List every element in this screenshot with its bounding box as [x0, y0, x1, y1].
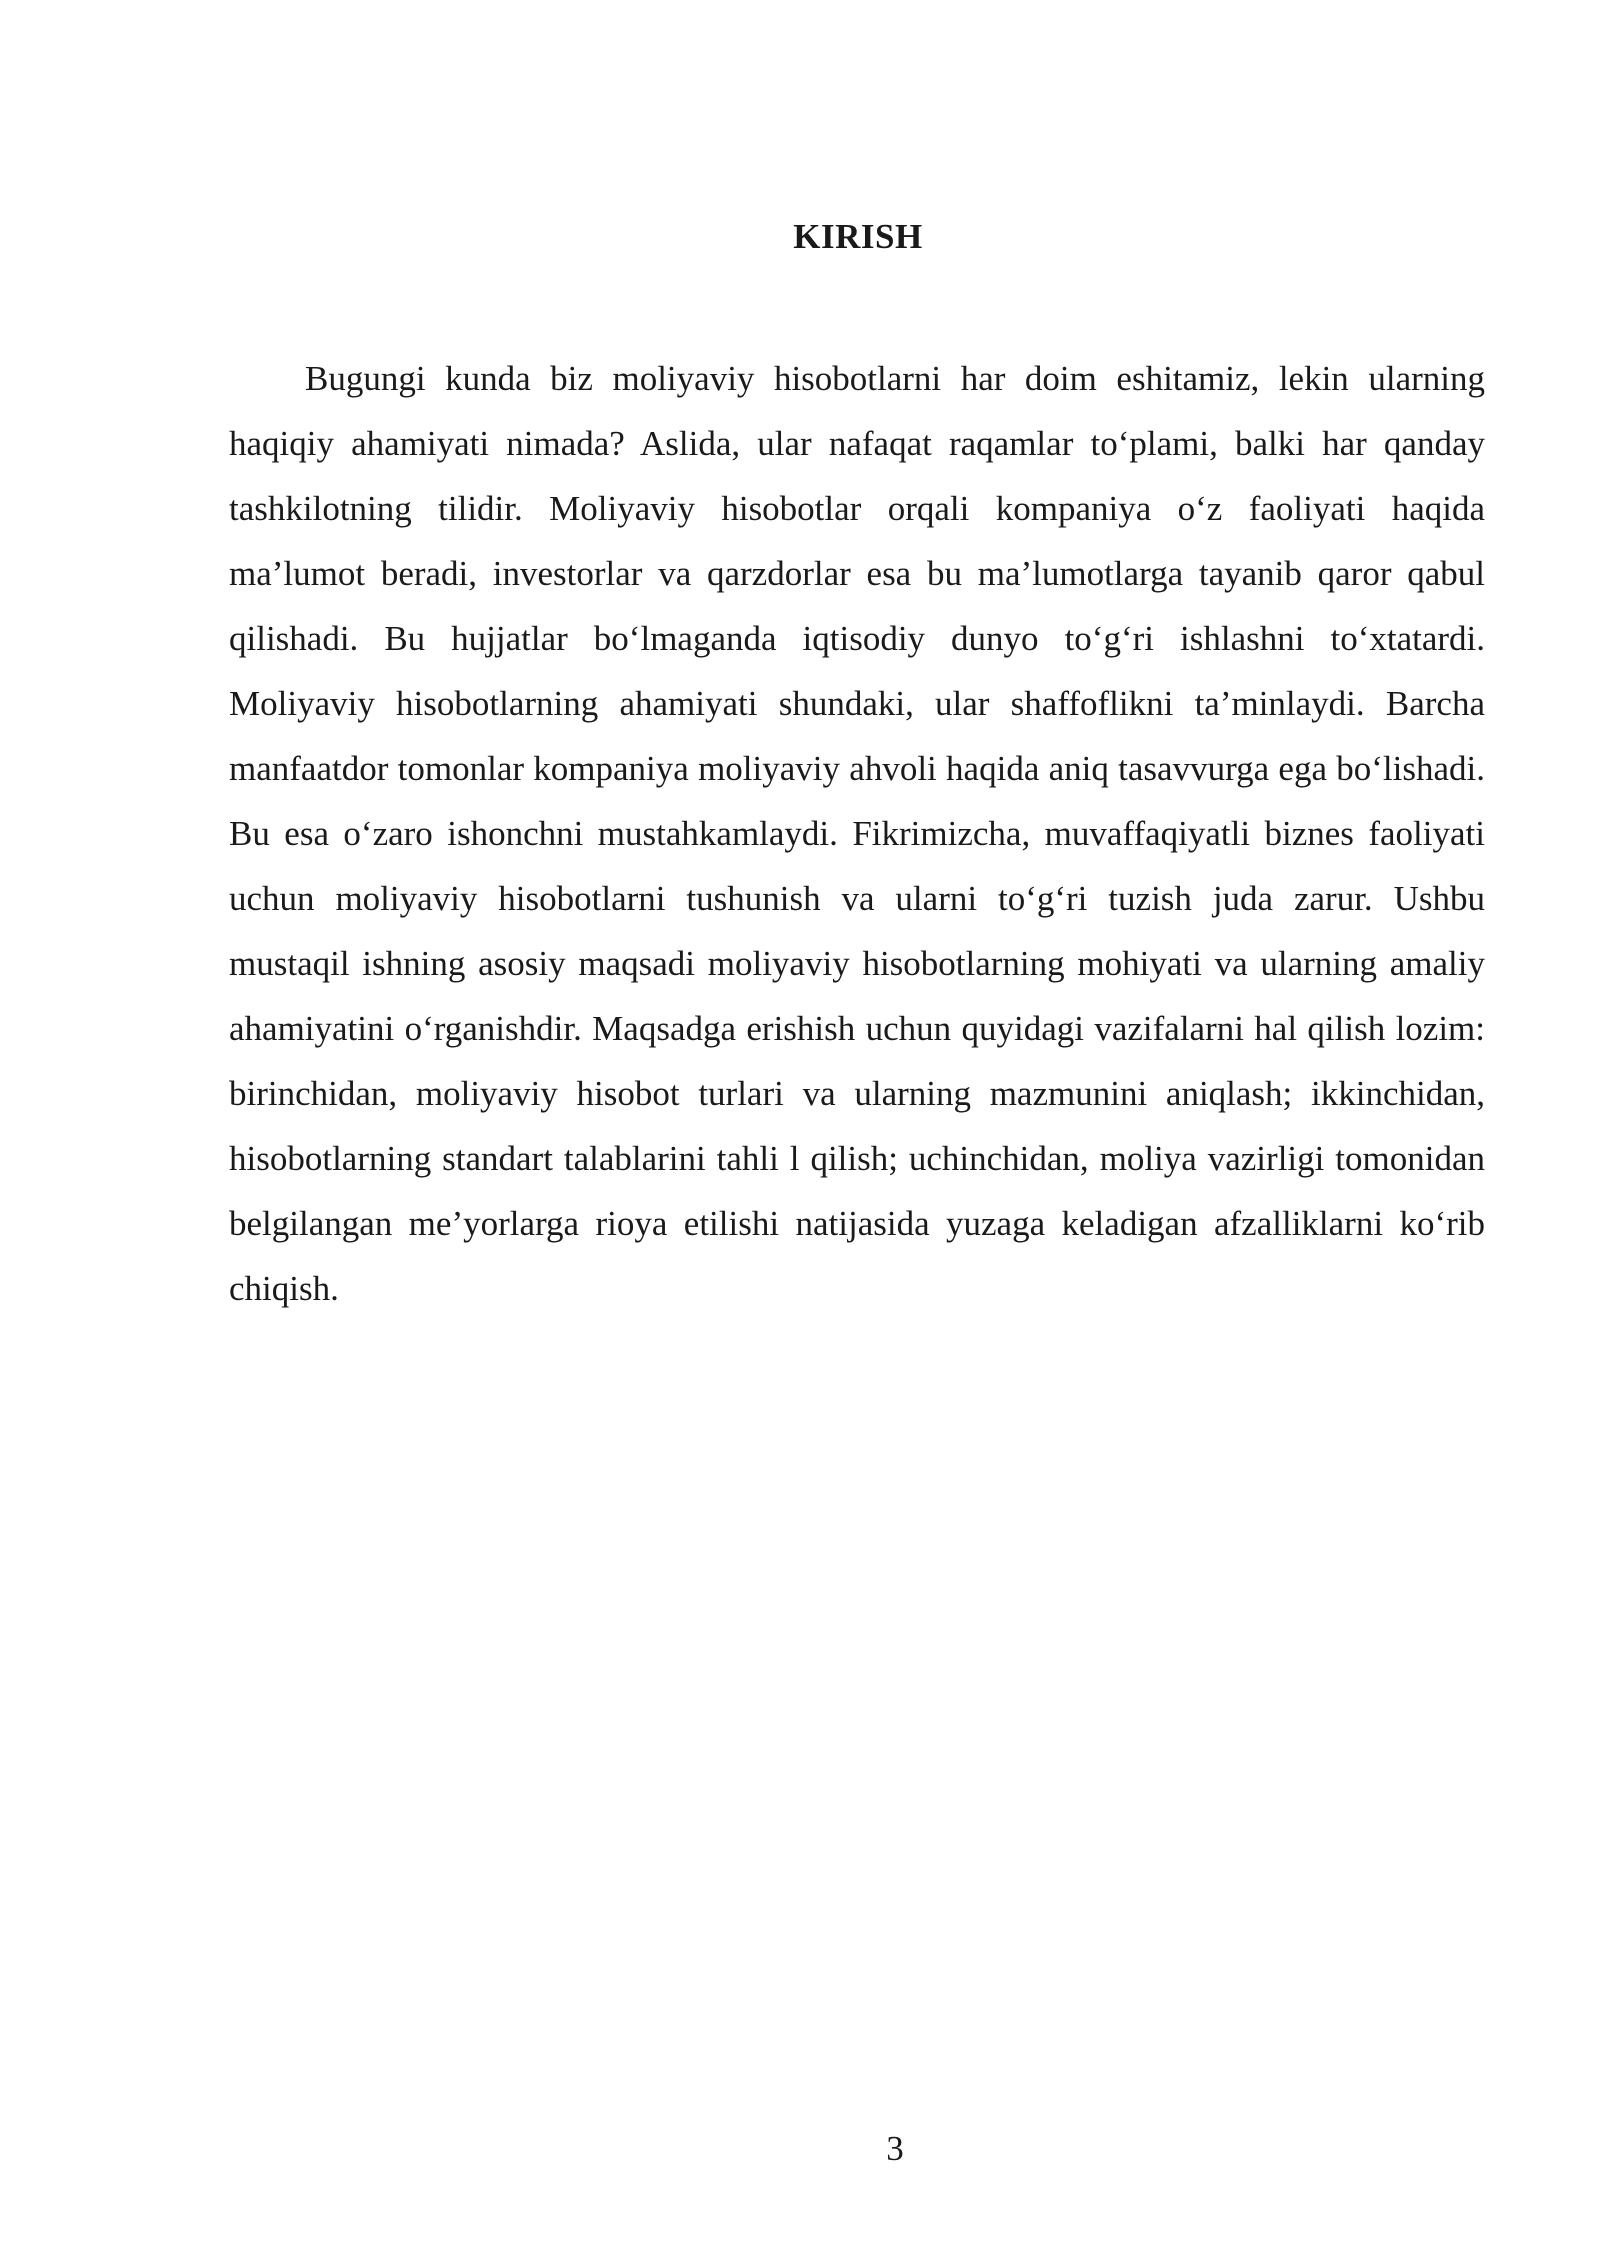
page-number: 3 [886, 2129, 904, 2168]
section-heading: KIRISH [793, 217, 923, 256]
body-paragraph: Bugungi kunda biz moliyaviy hisobotlarni har doim eshitamiz, lekin ularning haqiqiy ahamiyati nimada? Aslida, ular nafaqat raqamlar to‘plami, balki har qanday tashkilotning tilidir. Moliyaviy hisobotlar orqali kompaniya o‘z faoliyati haqida ma’lumot beradi, investorlar va qarzdorlar esa bu ma’lumotlarga tayanib qaror qabul qilishadi. Bu hujjatlar bo‘lmaganda iqtisodiy dunyo to‘g‘ri ishlashni to‘xtatardi. Moliyaviy hisobotlarning ahamiyati shundaki, ular shaffoflikni ta’minlaydi. Barcha manfaatdor tomonlar kompaniya moliyaviy ahvoli haqida aniq tasavvurga ega bo‘lishadi. Bu esa o‘zaro ishonchni mustahkamlaydi. Fikrimizcha, muvaffaqiyatli biznes faoliyati uchun moliyaviy hisobotlarni tushunish va ularni to‘g‘ri tuzish juda zarur. Ushbu mustaqil ishning asosiy maqsadi moliyaviy hisobotlarning mohiyati va ularning amaliy ahamiyatini o‘rganishdir. Maqsadga erishish uchun quyidagi vazifalarni hal qilish lozim: birinchidan, moliyaviy hisobot turlari va ularning mazmunini aniqlash; ikkinchidan, hisobotlarning standart talablarini tahli l qilish; uchinchidan, moliya vazirligi tomonidan belgilangan me’yorlarga rioya etilishi natijasida yuzaga keladigan afzalliklarni ko‘rib chiqish. [229, 359, 1485, 1308]
